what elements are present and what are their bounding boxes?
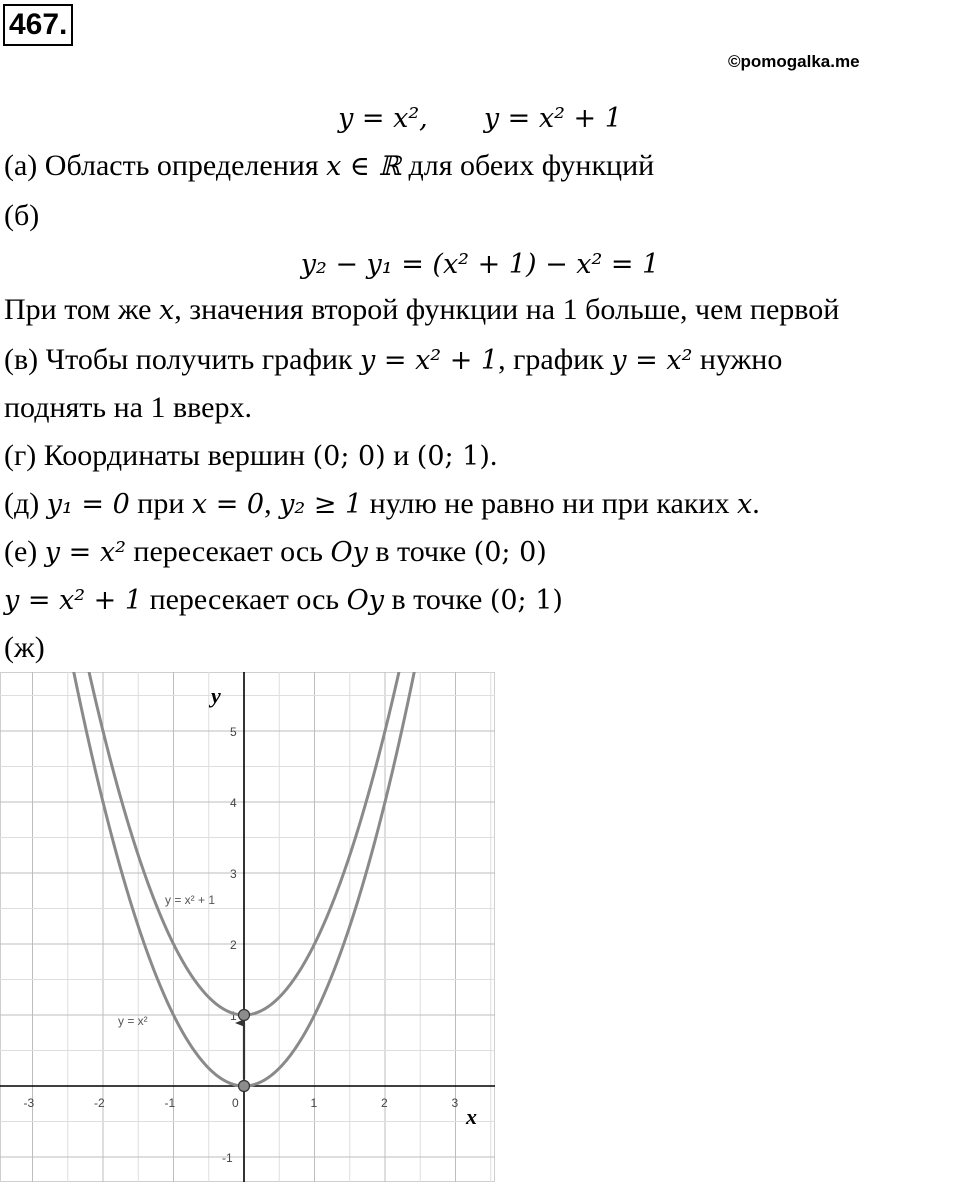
part-a-rest: для обеих функций	[400, 149, 655, 182]
part-g	[4, 438, 497, 475]
y-tick-label: 2	[230, 938, 237, 952]
part-d	[4, 486, 760, 523]
x-tick-label: -2	[94, 1096, 105, 1110]
part-d-comma: ,	[264, 487, 280, 520]
part-e-line2	[4, 582, 563, 619]
vertex-point	[239, 1010, 250, 1021]
function-2: y = x² + 1	[483, 103, 622, 134]
y-tick-label: -1	[222, 1151, 233, 1165]
x-axis-label: x	[466, 1104, 477, 1129]
parabola-graph	[0, 672, 495, 1182]
watermark: ©pomogalka.me	[728, 52, 860, 71]
part-e-oy1: Oy	[330, 537, 368, 568]
part-e-p1: (0; 0)	[473, 537, 547, 568]
y-tick-label: 3	[230, 867, 237, 881]
part-e-oy2: Oy	[346, 585, 384, 616]
part-v	[4, 342, 782, 379]
part-d-x0: x = 0	[191, 489, 265, 520]
part-v-f2: y = x² + 1	[360, 345, 499, 376]
part-d-rest: нулю не равно ни при каких	[362, 487, 737, 520]
part-v-end: нужно	[692, 343, 783, 376]
y-tick-label: 1	[230, 1009, 237, 1023]
part-e-text1b: пересекает ось	[142, 583, 347, 616]
task-number: 467.	[3, 4, 73, 46]
part-d-y2: y₂ ≥ 1	[279, 489, 363, 520]
part-b-text	[4, 292, 839, 329]
part-v-mid: , график	[498, 343, 612, 376]
part-e-p2: (0; 1)	[489, 585, 563, 616]
x-tick-label: -1	[164, 1096, 176, 1110]
part-v-f1: y = x²	[611, 345, 693, 376]
part-g-vertex-2: (0; 1)	[416, 441, 490, 472]
x-tick-label: 1	[310, 1096, 318, 1110]
part-d-label: (д)	[4, 487, 47, 520]
x-tick-label: 3	[451, 1096, 459, 1110]
part-e-text2a: в точке	[367, 535, 474, 568]
part-e-f1: y = x²	[44, 537, 126, 568]
part-d-y1: y₁ = 0	[46, 489, 130, 520]
part-e-line1	[4, 534, 547, 571]
y-tick-label: 4	[230, 796, 237, 810]
part-g-label: (г) Координаты вершин	[4, 439, 313, 472]
part-d-pri: при	[129, 487, 192, 520]
part-e-text2b: в точке	[384, 583, 490, 616]
part-g-dot: .	[489, 439, 498, 472]
part-g-and: и	[385, 439, 417, 472]
y-tick-label: 5	[230, 725, 237, 739]
x-tick-label: 0	[232, 1096, 239, 1110]
part-b-formula	[0, 246, 960, 283]
grid	[0, 672, 495, 1182]
part-e-f2: y = x² + 1	[4, 585, 143, 616]
label-y-x2-plus-1: y = x² + 1	[165, 893, 216, 907]
part-b-text-before: При том же	[4, 293, 159, 326]
function-1: y = x²,	[338, 103, 437, 134]
part-a-math: x ∈ ℝ	[326, 151, 401, 182]
part-a	[4, 148, 654, 185]
part-b-x: x	[159, 295, 175, 326]
part-v-line2: поднять на 1 вверх.	[4, 391, 252, 424]
part-b-text-after: , значения второй функции на 1 больше, чем первой	[174, 293, 840, 326]
part-e-label: (е)	[4, 535, 45, 568]
part-g-vertex-1: (0; 0)	[312, 441, 386, 472]
part-e-text1a: пересекает ось	[125, 535, 331, 568]
part-v-label: (в) Чтобы получить график	[4, 343, 361, 376]
vertex-point	[239, 1081, 250, 1092]
part-a-label: (а) Область определения	[4, 149, 327, 182]
part-b-label: (б)	[4, 199, 40, 232]
functions-line	[0, 100, 960, 137]
difference-formula: y₂ − y₁ = (x² + 1) − x² = 1	[300, 249, 660, 280]
part-zh-label: (ж)	[4, 631, 45, 664]
y-axis-label: y	[211, 683, 221, 708]
part-d-dot: .	[752, 487, 760, 520]
part-d-x: x	[736, 489, 753, 520]
x-tick-label: -3	[23, 1096, 35, 1110]
label-y-x2: y = x²	[118, 1014, 148, 1028]
x-tick-label: 2	[381, 1096, 388, 1110]
